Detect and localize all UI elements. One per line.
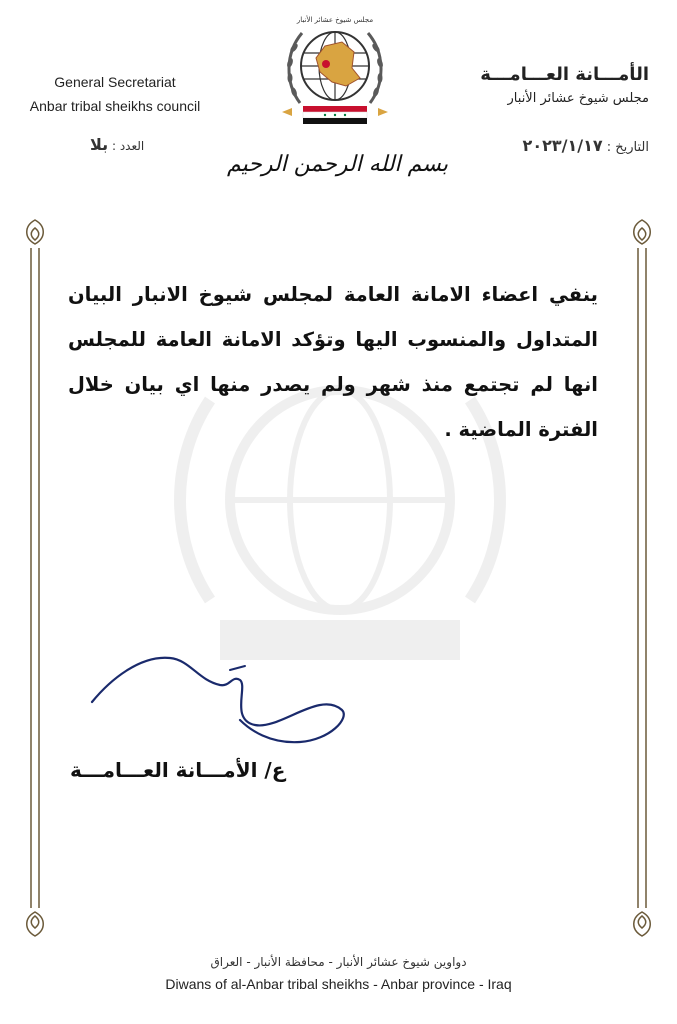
signature-label: ع/ الأمـــانة العـــامـــة	[70, 758, 286, 782]
arabic-title: الأمـــانة العـــامـــة	[480, 64, 649, 85]
reference-label: العدد :	[111, 139, 145, 153]
right-border-ornament	[625, 218, 659, 938]
english-subtitle: Anbar tribal sheikhs council	[29, 98, 201, 114]
council-logo	[270, 8, 400, 138]
footer-arabic: دواوين شيوخ عشائر الأنبار - محافظة الأنبار - العراق	[210, 955, 467, 969]
arabic-subtitle: مجلس شيوخ عشائر الأنبار	[507, 91, 649, 106]
left-border-ornament	[18, 218, 52, 938]
basmala: بسم الله الرحمن الرحيم	[226, 152, 449, 177]
handwritten-signature	[80, 650, 360, 750]
reference-value: بلا	[90, 135, 109, 154]
arabic-header	[439, 62, 649, 110]
english-header	[10, 70, 220, 118]
date-value: ٢٠٢٣/١/١٧	[522, 136, 603, 155]
document-date	[523, 136, 649, 155]
date-label: التاريخ :	[606, 140, 649, 155]
english-title: General Secretariat	[54, 74, 176, 90]
statement-text: ينفي اعضاء الامانة العامة لمجلس شيوخ الانبار البيان المتداول والمنسوب اليها وتؤكد الامانة العامة للمجلس انها لم تجتمع منذ شهر ولم يصدر منها اي بيان خلال الفترة الماضية .	[68, 283, 598, 441]
footer-english: Diwans of al-Anbar tribal sheikhs - Anbar province - Iraq	[165, 976, 512, 992]
logo-text: مجلس شيوخ عشائر الأنبار	[296, 16, 374, 24]
reference-number	[90, 135, 144, 154]
